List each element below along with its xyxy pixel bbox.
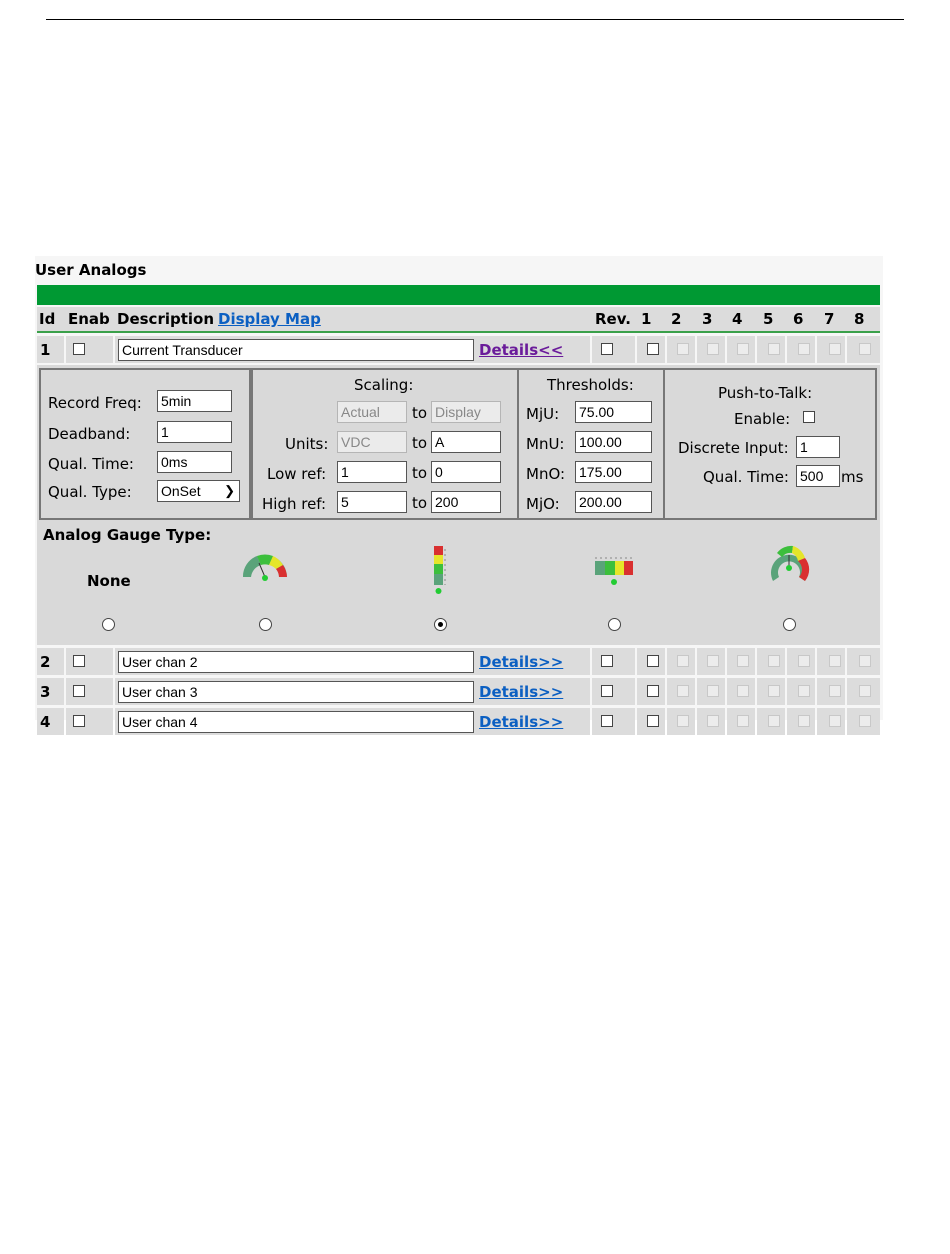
gauge-type-title: Analog Gauge Type: xyxy=(43,526,212,544)
table-row xyxy=(37,708,880,735)
col-8-checkbox xyxy=(859,715,871,727)
col-1-checkbox[interactable] xyxy=(647,343,659,355)
enable-checkbox[interactable] xyxy=(73,343,85,355)
user-analogs-panel xyxy=(35,256,883,731)
gauge-radio-vertical-bar[interactable] xyxy=(434,618,447,631)
col-3-checkbox xyxy=(707,655,719,667)
discrete-input-field[interactable]: 1 xyxy=(796,436,840,458)
header-enab: Enab xyxy=(68,310,110,328)
col-2-checkbox xyxy=(677,715,689,727)
col-2-checkbox xyxy=(677,685,689,697)
mju-label: MjU: xyxy=(526,405,560,423)
ptt-qual-time-input[interactable]: 500 xyxy=(796,465,840,487)
ptt-title: Push-to-Talk: xyxy=(718,384,813,402)
col-5-checkbox xyxy=(768,685,780,697)
table-row xyxy=(37,648,880,675)
col-1-checkbox[interactable] xyxy=(647,655,659,667)
discrete-input-label: Discrete Input: xyxy=(678,439,789,457)
header-rev: Rev. xyxy=(595,310,631,328)
col-8-checkbox xyxy=(859,685,871,697)
ptt-qual-unit: ms xyxy=(841,468,864,486)
horizontal-bar-gauge-icon xyxy=(593,553,637,587)
col-2-checkbox xyxy=(677,343,689,355)
col-3-checkbox xyxy=(707,343,719,355)
gauge-radio-horizontal-bar[interactable] xyxy=(608,618,621,631)
col-3-checkbox xyxy=(707,685,719,697)
row-id: 2 xyxy=(40,653,51,671)
gauge-radio-semicircle[interactable] xyxy=(259,618,272,631)
header-col-8: 8 xyxy=(854,310,865,328)
to-label: to xyxy=(412,404,428,422)
scaling-box xyxy=(251,368,519,520)
low-ref-label: Low ref: xyxy=(267,465,327,483)
header-col-7: 7 xyxy=(824,310,835,328)
row-id: 3 xyxy=(40,683,51,701)
scaling-title: Scaling: xyxy=(354,376,414,394)
gauge-radio-none[interactable] xyxy=(102,618,115,631)
qual-type-select[interactable] xyxy=(157,480,240,502)
col-6-checkbox xyxy=(798,715,810,727)
col-8-checkbox xyxy=(859,343,871,355)
col-7-checkbox xyxy=(829,715,841,727)
mju-input[interactable]: 75.00 xyxy=(575,401,652,423)
mno-input[interactable]: 175.00 xyxy=(575,461,652,483)
general-settings-box xyxy=(39,368,251,520)
details-link[interactable]: Details<< xyxy=(479,341,564,359)
header-description: Description xyxy=(117,310,215,328)
col-3-checkbox xyxy=(707,715,719,727)
thresholds-box xyxy=(517,368,665,520)
to-label: to xyxy=(412,494,428,512)
rev-checkbox[interactable] xyxy=(601,655,613,667)
chevron-down-icon: ❯ xyxy=(224,483,235,498)
col-5-checkbox xyxy=(768,343,780,355)
ptt-qual-time-label: Qual. Time: xyxy=(703,468,789,486)
details-link[interactable]: Details>> xyxy=(479,713,564,731)
mnu-input[interactable]: 100.00 xyxy=(575,431,652,453)
deadband-label: Deadband: xyxy=(48,425,131,443)
enable-checkbox[interactable] xyxy=(73,655,85,667)
description-input[interactable]: User chan 2 xyxy=(118,651,474,673)
mnu-label: MnU: xyxy=(526,435,565,453)
page-top-rule xyxy=(46,19,904,20)
low-ref-from-input[interactable]: 1 xyxy=(337,461,407,483)
low-ref-to-input[interactable]: 0 xyxy=(431,461,501,483)
mjo-input[interactable]: 200.00 xyxy=(575,491,652,513)
qual-time-input[interactable]: 0ms xyxy=(157,451,232,473)
details-link[interactable]: Details>> xyxy=(479,653,564,671)
gauge-radio-dial[interactable] xyxy=(783,618,796,631)
thresholds-title: Thresholds: xyxy=(547,376,634,394)
ptt-enable-label: Enable: xyxy=(734,410,791,428)
row-1-details xyxy=(37,365,880,645)
rev-checkbox[interactable] xyxy=(601,343,613,355)
col-2-checkbox xyxy=(677,655,689,667)
row-id: 4 xyxy=(40,713,51,731)
col-4-checkbox xyxy=(737,343,749,355)
units-label: Units: xyxy=(285,435,329,453)
description-input[interactable]: User chan 3 xyxy=(118,681,474,703)
qual-type-value: OnSet xyxy=(161,483,201,499)
table-row xyxy=(37,678,880,705)
mno-label: MnO: xyxy=(526,465,566,483)
display-header-input: Display xyxy=(431,401,501,423)
col-5-checkbox xyxy=(768,715,780,727)
units-to-input[interactable]: A xyxy=(431,431,501,453)
col-1-checkbox[interactable] xyxy=(647,715,659,727)
enable-checkbox[interactable] xyxy=(73,685,85,697)
high-ref-from-input[interactable]: 5 xyxy=(337,491,407,513)
units-from-input: VDC xyxy=(337,431,407,453)
green-header-bar xyxy=(37,285,880,305)
qual-time-label: Qual. Time: xyxy=(48,455,134,473)
panel-title: User Analogs xyxy=(35,261,147,279)
gauge-none-label: None xyxy=(87,572,131,590)
display-map-link[interactable]: Display Map xyxy=(218,310,321,328)
header-col-5: 5 xyxy=(763,310,774,328)
semicircle-gauge-icon xyxy=(239,543,291,583)
col-8-checkbox xyxy=(859,655,871,667)
col-6-checkbox xyxy=(798,655,810,667)
record-freq-label: Record Freq: xyxy=(48,394,142,412)
col-6-checkbox xyxy=(798,685,810,697)
vertical-bar-gauge-icon xyxy=(432,545,450,597)
col-4-checkbox xyxy=(737,685,749,697)
header-col-1: 1 xyxy=(641,310,652,328)
col-7-checkbox xyxy=(829,685,841,697)
col-5-checkbox xyxy=(768,655,780,667)
ptt-enable-checkbox[interactable] xyxy=(803,411,815,423)
header-col-2: 2 xyxy=(671,310,682,328)
deadband-input[interactable]: 1 xyxy=(157,421,232,443)
record-freq-input[interactable]: 5min xyxy=(157,390,232,412)
col-4-checkbox xyxy=(737,655,749,667)
qual-type-label: Qual. Type: xyxy=(48,483,132,501)
actual-header-input: Actual xyxy=(337,401,407,423)
dial-gauge-icon xyxy=(767,541,811,589)
col-6-checkbox xyxy=(798,343,810,355)
col-7-checkbox xyxy=(829,655,841,667)
mjo-label: MjO: xyxy=(526,495,560,513)
header-col-3: 3 xyxy=(702,310,713,328)
details-link[interactable]: Details>> xyxy=(479,683,564,701)
description-input[interactable]: User chan 4 xyxy=(118,711,474,733)
high-ref-label: High ref: xyxy=(262,495,327,513)
col-1-checkbox[interactable] xyxy=(647,685,659,697)
rev-checkbox[interactable] xyxy=(601,715,613,727)
header-col-4: 4 xyxy=(732,310,743,328)
col-4-checkbox xyxy=(737,715,749,727)
to-label: to xyxy=(412,464,428,482)
header-col-6: 6 xyxy=(793,310,804,328)
header-id: Id xyxy=(39,310,56,328)
header-divider xyxy=(37,331,880,333)
col-7-checkbox xyxy=(829,343,841,355)
rev-checkbox[interactable] xyxy=(601,685,613,697)
description-input[interactable]: Current Transducer xyxy=(118,339,474,361)
enable-checkbox[interactable] xyxy=(73,715,85,727)
row-id: 1 xyxy=(40,341,51,359)
high-ref-to-input[interactable]: 200 xyxy=(431,491,501,513)
to-label: to xyxy=(412,434,428,452)
table-row xyxy=(37,336,880,363)
push-to-talk-box xyxy=(663,368,877,520)
